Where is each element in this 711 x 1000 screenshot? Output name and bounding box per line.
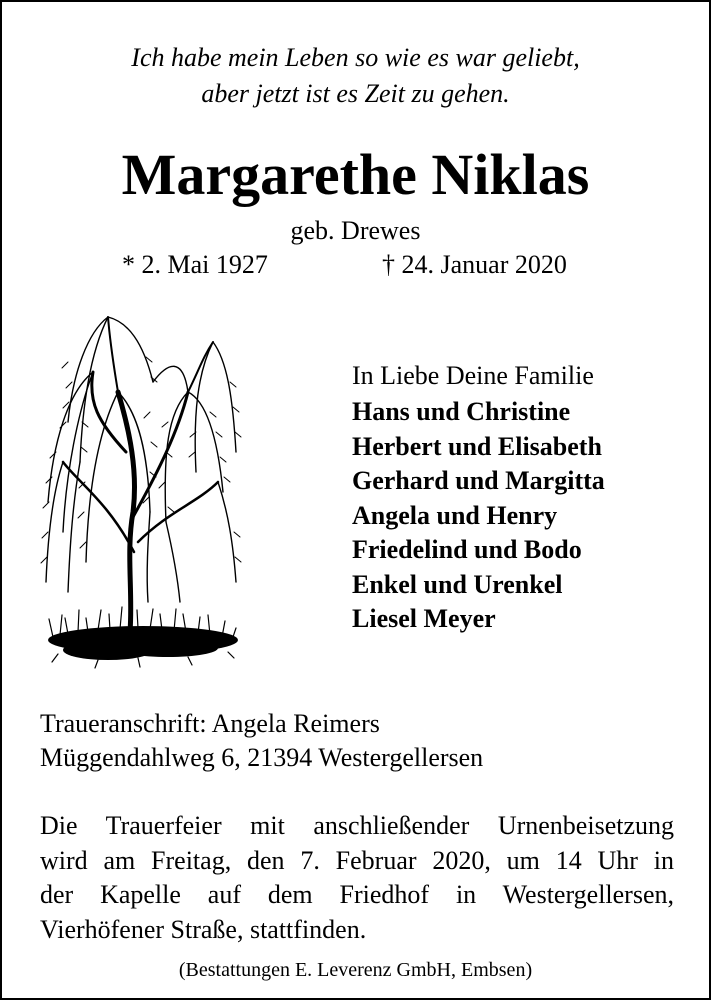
family-section	[352, 359, 605, 637]
death-date: † 24. Januar 2020	[382, 250, 567, 279]
funeral-home-credit: (Bestattungen E. Leverenz GmbH, Embsen)	[178, 959, 533, 981]
quote-line-2: aber jetzt ist es Zeit zu gehen.	[201, 79, 510, 108]
deceased-name: Margarethe Niklas	[121, 142, 590, 207]
memorial-quote	[2, 40, 709, 112]
birth-date: * 2. Mai 1927	[122, 250, 268, 279]
address-line-1: Traueranschrift: Angela Reimers	[40, 709, 380, 738]
mourning-address	[40, 707, 483, 775]
ceremony-line-2: wird am Freitag, den 7. Februar 2020, um 14 Uhr in	[40, 845, 674, 875]
quote-line-1: Ich habe mein Leben so wie es war geliebt,	[131, 43, 580, 72]
family-member: Hans und Christine	[352, 397, 571, 426]
family-member: Angela und Henry	[352, 500, 558, 530]
family-member: Gerhard und Margitta	[352, 466, 605, 495]
family-member: Herbert und Elisabeth	[352, 431, 602, 461]
address-line-2: Müggendahlweg 6, 21394 Westergellersen	[40, 743, 484, 772]
weeping-willow-icon	[38, 302, 248, 672]
ceremony-info	[40, 809, 674, 947]
family-member: Enkel und Urenkel	[352, 569, 563, 599]
maiden-name: geb. Drewes	[290, 216, 421, 245]
family-intro: In Liebe Deine Familie	[352, 361, 594, 390]
ceremony-line-4: Vierhöfener Straße, stattfinden.	[40, 914, 367, 944]
ceremony-line-1: Die Trauerfeier mit anschließender Urnenbeisetzung	[40, 811, 674, 840]
family-member: Liesel Meyer	[352, 604, 496, 633]
family-member: Friedelind und Bodo	[352, 535, 582, 564]
ceremony-line-3: der Kapelle auf dem Friedhof in Westergellersen,	[40, 880, 674, 909]
